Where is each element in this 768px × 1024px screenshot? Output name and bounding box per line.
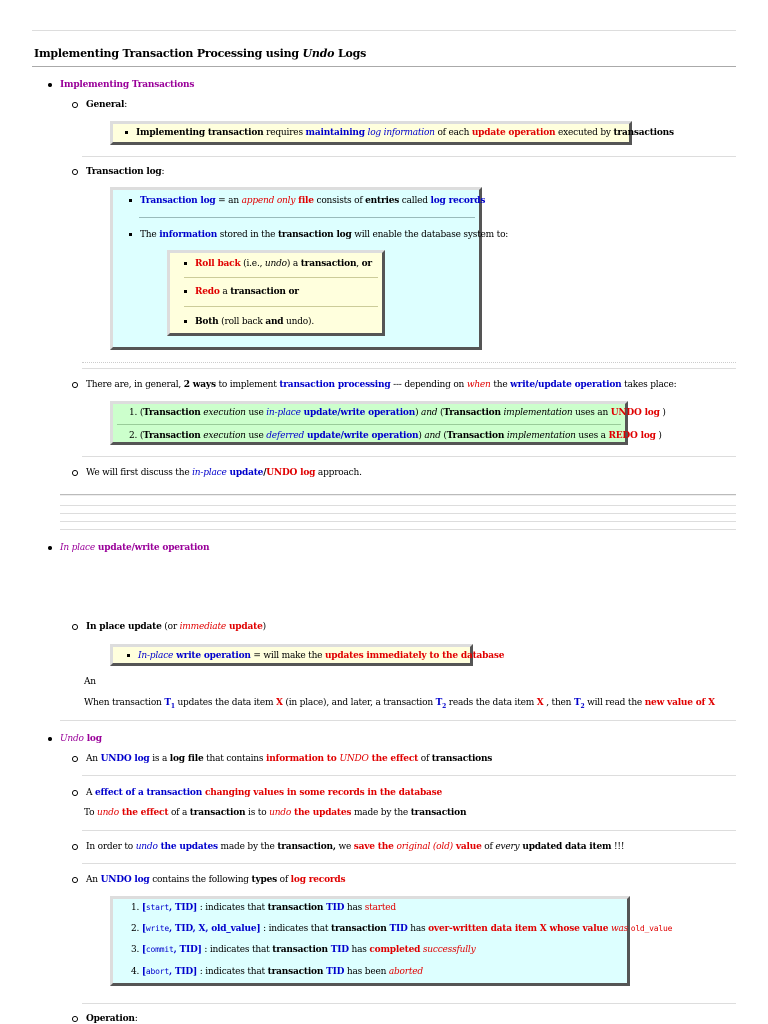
text-run: A	[86, 788, 95, 798]
text-run: UNDO	[339, 754, 369, 764]
text-run: in-place	[266, 408, 301, 418]
text-run: uses an	[572, 408, 611, 418]
text-run: update	[226, 622, 263, 632]
text-run: the updates	[291, 808, 352, 818]
text-run: ) a	[286, 259, 301, 269]
circle-bullet-icon	[72, 844, 78, 850]
text-run: updated data item	[519, 842, 612, 852]
discuss-item	[72, 468, 362, 478]
order-item	[72, 842, 624, 852]
text-run: : indicates that	[201, 945, 273, 955]
bullet-icon	[48, 83, 52, 87]
text-run: write	[145, 924, 170, 933]
text-run: undo	[96, 808, 119, 818]
text-run: --- depending on	[390, 380, 467, 390]
general-box	[110, 121, 674, 145]
text-run: original (old)	[396, 842, 453, 852]
text-run: entries	[365, 196, 400, 206]
text-run: has	[407, 924, 429, 934]
text-run: , TID]	[173, 945, 202, 955]
text-run: will read the	[584, 698, 645, 708]
text-run: we	[335, 842, 354, 852]
capabilities-box	[167, 250, 385, 336]
text-run: Transaction log	[140, 196, 216, 206]
text-run: log records	[290, 875, 346, 885]
text-run: updates the data item	[174, 698, 276, 708]
text-run: completed	[369, 945, 421, 955]
text-run: and	[265, 317, 284, 327]
text-run: of each	[434, 128, 472, 138]
circle-bullet-icon	[72, 169, 78, 175]
text-run: , TID, X, old_value]	[169, 924, 261, 934]
text-run: undo	[269, 808, 292, 818]
text-run: Implementing transaction	[136, 128, 264, 138]
text-run: called	[399, 196, 431, 206]
text-run: was	[608, 924, 631, 934]
text-run: started	[364, 903, 396, 913]
text-run: has	[348, 945, 370, 955]
text-run: updates immediately to the database	[324, 651, 505, 661]
text-run: write/update operation	[510, 380, 622, 390]
text-run: start	[145, 903, 170, 912]
circle-bullet-icon	[72, 102, 78, 108]
text-run: types	[251, 875, 277, 885]
text-run: old_value	[630, 924, 673, 933]
text-run: , TID]	[169, 967, 198, 977]
text-run: the effect	[368, 754, 419, 764]
text-run: transaction	[300, 259, 357, 269]
text-run: transaction	[230, 287, 286, 297]
text-run: )	[262, 622, 266, 632]
text-run: TID	[327, 945, 349, 955]
text-run: In place update	[86, 622, 162, 632]
text-run: [	[141, 903, 146, 913]
text-run: 2.	[131, 924, 142, 934]
log-record-type	[131, 903, 396, 913]
types-item	[72, 875, 345, 885]
text-run: UNDO log	[100, 875, 150, 885]
text-run: 4.	[131, 967, 142, 977]
text-run: the	[490, 380, 511, 390]
text-run: log file	[169, 754, 204, 764]
text-run: )	[418, 431, 425, 441]
circle-bullet-icon	[72, 382, 78, 388]
text-run: execution	[200, 408, 246, 418]
page-title: Implementing Transaction Processing using Undo Logs	[34, 47, 367, 60]
effect-detail	[84, 808, 466, 818]
text-run: In-place	[138, 651, 174, 661]
text-run: 2 ways	[183, 380, 216, 390]
text-run: uses a	[575, 431, 609, 441]
text-run: undo	[264, 259, 287, 269]
capability-item	[184, 259, 372, 269]
way-item	[129, 408, 666, 418]
in-place-update-item	[72, 622, 266, 632]
text-run: has	[344, 903, 365, 913]
text-run: There are, in general,	[86, 380, 184, 390]
text-run: The	[140, 230, 160, 240]
text-run: transaction	[272, 945, 328, 955]
text-run: update operation	[471, 128, 556, 138]
log-record-type	[131, 924, 672, 934]
text-run: )	[659, 408, 666, 418]
text-run: 1. (	[129, 408, 144, 418]
circle-bullet-icon	[72, 1016, 78, 1022]
text-run: transaction processing	[279, 380, 391, 390]
text-run: takes place:	[621, 380, 677, 390]
text-run: REDO log	[608, 431, 656, 441]
text-run: successfully	[420, 945, 476, 955]
text-run: TID	[386, 924, 408, 934]
text-run: transactions	[613, 128, 674, 138]
text-run: T	[435, 698, 443, 708]
log-record-types-box	[110, 896, 673, 986]
rich-text	[136, 128, 674, 138]
transaction-log-label: Transaction log:	[72, 167, 164, 177]
text-run: 2. (	[129, 431, 144, 441]
capability-item	[184, 287, 299, 297]
text-run: : indicates that	[197, 967, 268, 977]
effect-item	[72, 788, 442, 798]
text-run: stored in the	[217, 230, 278, 240]
text-run: /	[263, 468, 267, 478]
text-run: update/write operation	[304, 431, 419, 441]
text-run: that contains	[203, 754, 266, 764]
text-run: Undo	[60, 734, 84, 744]
text-run: information	[159, 230, 218, 240]
text-run: of	[481, 842, 496, 852]
text-run: Transaction	[446, 431, 505, 441]
text-run: every	[495, 842, 520, 852]
text-run: transaction	[189, 808, 246, 818]
text-run: In order to	[86, 842, 136, 852]
subscript: 2	[580, 702, 585, 710]
two-ways-item	[72, 380, 676, 390]
text-run: Redo	[195, 287, 220, 297]
text-run: contains the following	[149, 875, 252, 885]
text-run: [	[141, 967, 146, 977]
text-run: , then	[543, 698, 574, 708]
subscript: 2	[442, 702, 447, 710]
text-run: An	[86, 754, 101, 764]
text-run: : indicates that	[260, 924, 331, 934]
text-run: consists of	[313, 196, 366, 206]
text-run: UNDO log	[610, 408, 660, 418]
text-run: executed by	[555, 128, 614, 138]
text-run: the updates	[157, 842, 218, 852]
square-bullet-icon	[184, 262, 187, 265]
square-bullet-icon	[184, 290, 187, 293]
an-text: An	[84, 677, 96, 687]
text-run: information to	[265, 754, 340, 764]
text-run: UNDO log	[100, 754, 150, 764]
text-run: When transaction	[84, 698, 165, 708]
text-run: update	[226, 468, 264, 478]
text-run: transaction,	[277, 842, 336, 852]
text-run: Transaction	[143, 408, 201, 418]
text-run: save the	[353, 842, 397, 852]
text-run: !!!	[611, 842, 625, 852]
text-run: of	[418, 754, 432, 764]
log-record-type	[131, 945, 476, 955]
square-bullet-icon	[129, 233, 132, 236]
section-heading-in-place	[48, 543, 209, 553]
text-run: made by the	[351, 808, 411, 818]
text-run: TID	[323, 903, 345, 913]
text-run: (or	[161, 622, 180, 632]
text-run: or	[361, 259, 372, 269]
square-bullet-icon	[127, 654, 130, 657]
text-run: is a	[149, 754, 170, 764]
text-run: commit	[145, 945, 174, 954]
text-run: use	[245, 408, 267, 418]
text-run: execution	[200, 431, 246, 441]
text-run: use	[245, 431, 267, 441]
square-bullet-icon	[125, 131, 128, 134]
text-run: maintaining	[305, 128, 365, 138]
text-run: [	[141, 945, 146, 955]
text-run: or	[288, 287, 299, 297]
text-run: a	[219, 287, 231, 297]
bullet-icon	[48, 737, 52, 741]
text-run: , TID]	[169, 903, 198, 913]
text-run: file	[295, 196, 314, 206]
text-run: (	[440, 431, 447, 441]
text-run: log information	[364, 128, 435, 138]
text-run: requires	[263, 128, 306, 138]
text-run: (i.e.,	[240, 259, 265, 269]
text-run: to implement	[215, 380, 280, 390]
text-run: T	[164, 698, 171, 708]
text-run: (in place), and later, a transaction	[282, 698, 436, 708]
text-run: update/write operation	[95, 543, 210, 553]
text-run: 3.	[131, 945, 142, 955]
text-run: transaction	[267, 967, 324, 977]
in-place-box	[110, 644, 505, 666]
circle-bullet-icon	[72, 624, 78, 630]
text-run: = an	[215, 196, 242, 206]
text-run: transaction	[267, 903, 324, 913]
text-run: implementation	[500, 408, 573, 418]
text-run: reads the data item	[446, 698, 537, 708]
text-run: )	[655, 431, 662, 441]
text-run: write operation	[173, 651, 251, 661]
text-run: of a	[168, 808, 190, 818]
way-item	[129, 431, 662, 441]
text-run: transaction log	[277, 230, 352, 240]
text-run: made by the	[217, 842, 278, 852]
text-run: over-written data item X whose value	[428, 924, 609, 934]
text-run: X	[536, 698, 544, 708]
text-run: implementation	[504, 431, 576, 441]
circle-bullet-icon	[72, 470, 78, 476]
text-run: Transaction	[143, 431, 201, 441]
text-run: new value of X	[644, 698, 715, 708]
when-text	[84, 698, 715, 710]
text-run: ,	[356, 259, 362, 269]
text-run: immediate	[179, 622, 227, 632]
text-run: when	[466, 380, 491, 390]
text-run: transaction	[410, 808, 467, 818]
tlog-item	[129, 196, 485, 206]
circle-bullet-icon	[72, 756, 78, 762]
text-run: (	[437, 408, 444, 418]
subscript: 1	[170, 702, 175, 710]
text-run: abort	[145, 967, 170, 976]
operation-label: Operation:	[72, 1014, 138, 1024]
text-run: approach.	[315, 468, 362, 478]
text-run: To	[84, 808, 97, 818]
text-run: = will make the	[250, 651, 325, 661]
text-run: (roll back	[218, 317, 266, 327]
text-run: and	[424, 431, 441, 441]
text-run: T	[573, 698, 581, 708]
text-run: deferred	[266, 431, 305, 441]
text-run: the effect	[118, 808, 169, 818]
text-run: will enable the database system to:	[351, 230, 509, 240]
section-heading-implementing-transactions: Implementing Transactions	[48, 80, 194, 90]
circle-bullet-icon	[72, 790, 78, 796]
text-run: Both	[195, 317, 219, 327]
text-run: [	[141, 924, 146, 934]
text-run: In place	[60, 543, 95, 553]
text-run: UNDO log	[266, 468, 316, 478]
text-run: has been	[344, 967, 389, 977]
square-bullet-icon	[184, 320, 187, 323]
text-run: X	[275, 698, 283, 708]
two-ways-box	[110, 401, 666, 445]
text-run: TID	[323, 967, 345, 977]
text-run: We will first discuss the	[86, 468, 193, 478]
transaction-log-box	[110, 187, 509, 350]
text-run: changing values in some records in the database	[202, 788, 443, 798]
text-run: undo).	[283, 317, 314, 327]
text-run: is to	[245, 808, 270, 818]
section-heading-undo-log	[48, 734, 102, 744]
text-run: transactions	[431, 754, 493, 764]
text-run: An	[86, 875, 101, 885]
text-run: value	[452, 842, 482, 852]
circle-bullet-icon	[72, 877, 78, 883]
text-run: )	[415, 408, 422, 418]
text-run: of	[277, 875, 291, 885]
tlog-item	[129, 230, 508, 240]
undo-def-item	[72, 754, 492, 764]
bullet-icon	[48, 546, 52, 550]
text-run: Roll back	[195, 259, 241, 269]
general-label: General:	[72, 100, 127, 110]
text-run: in-place	[192, 468, 227, 478]
text-run: and	[421, 408, 438, 418]
capability-item	[184, 317, 314, 327]
text-run: update/write operation	[300, 408, 416, 418]
text-run: Transaction	[443, 408, 501, 418]
text-run: effect of a transaction	[94, 788, 203, 798]
text-run: append only	[241, 196, 296, 206]
text-run: 1.	[131, 903, 142, 913]
text-run: undo	[135, 842, 158, 852]
text-run: : indicates that	[197, 903, 268, 913]
square-bullet-icon	[129, 199, 132, 202]
text-run: transaction	[330, 924, 387, 934]
text-run: log	[83, 734, 102, 744]
text-run: aborted	[388, 967, 423, 977]
text-run: log records	[430, 196, 486, 206]
log-record-type	[131, 967, 423, 977]
